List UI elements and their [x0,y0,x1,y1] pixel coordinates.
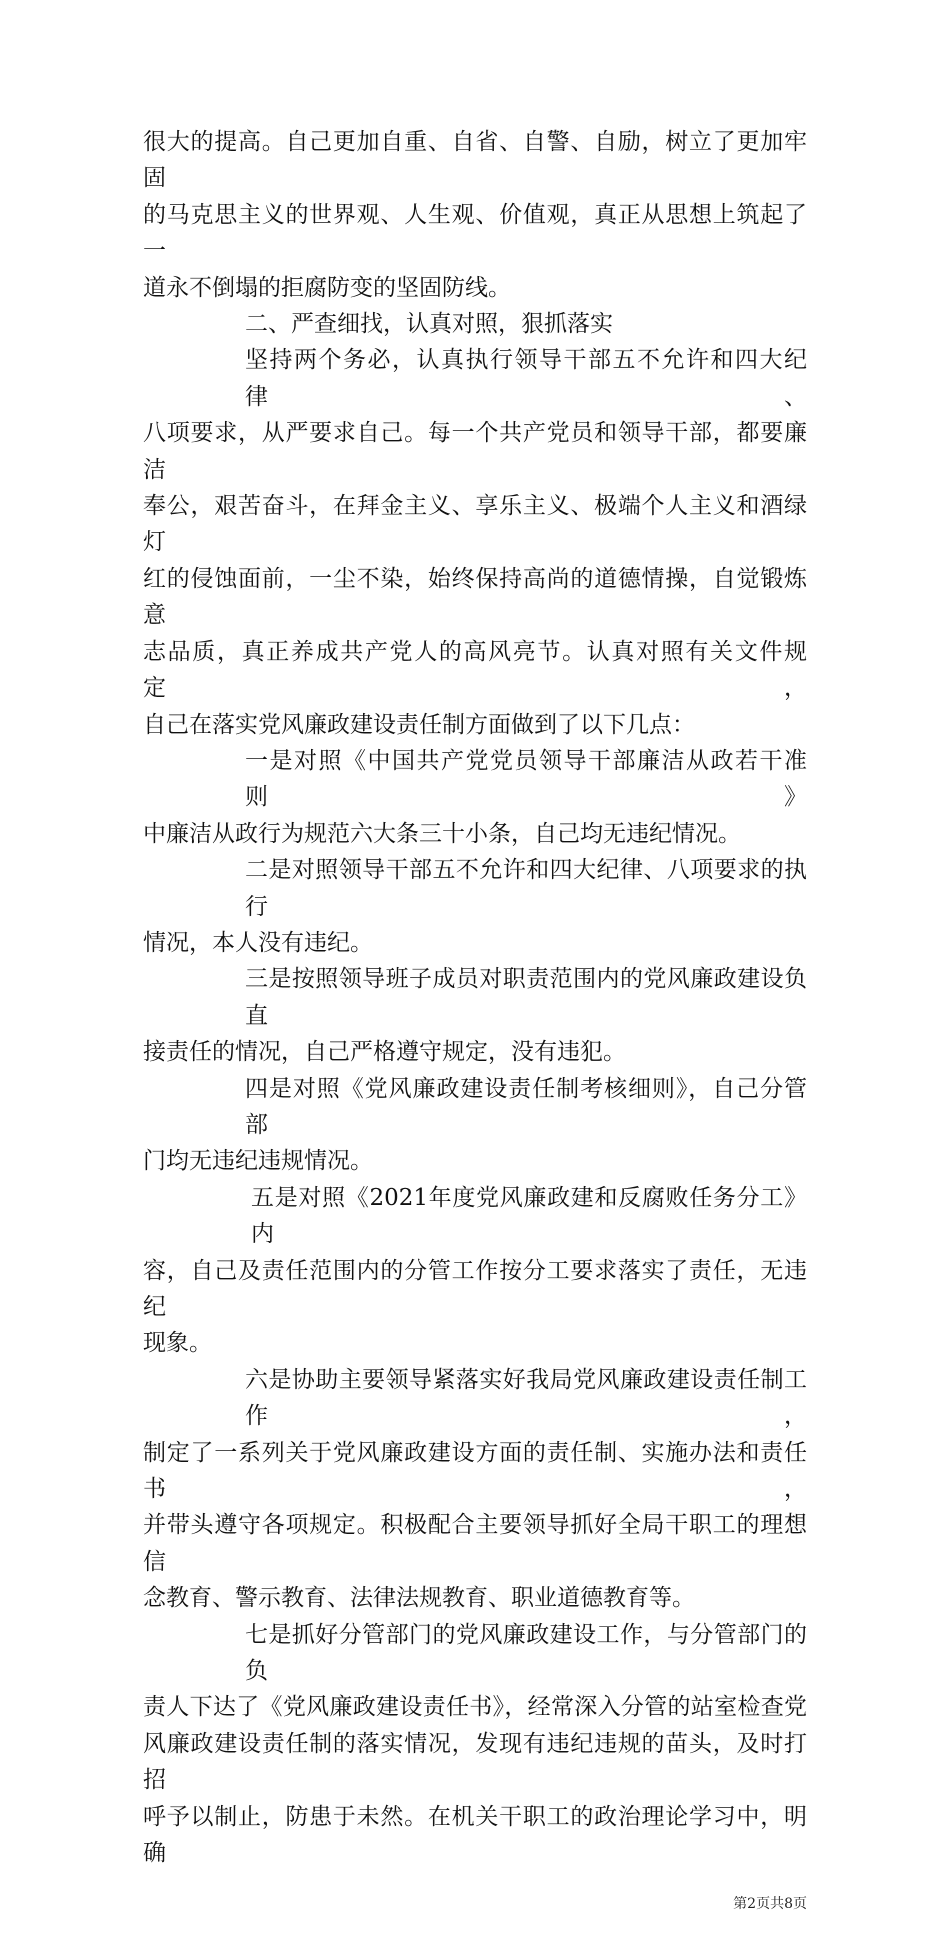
paragraph [143,852,807,961]
paragraph [143,1617,807,1872]
text-line: 门均无违纪违规情况。 [143,1148,373,1175]
text-line: 现象。 [143,1330,212,1357]
paragraph [143,1071,807,1180]
text-line: 的马克思主义的世界观、人生观、价值观，真正从思想上筑起了一 [143,201,807,265]
text-line: 道永不倒塌的拒腐防变的坚固防线。 [143,274,511,301]
text-line: 六是协助主要领导紧落实好我局党风廉政建设责任制工作， [245,1366,807,1430]
paragraph [143,1180,807,1362]
text-line: 五是对照《2021年度党风廉政建和反腐败任务分工》内 [251,1184,807,1248]
document-body [143,0,807,1872]
text-line: 二、严查细找，认真对照，狠抓落实 [245,311,613,338]
text-line: 很大的提高。自己更加自重、自省、自警、自励，树立了更加牢固 [143,129,807,192]
text-line: 情况，本人没有违纪。 [143,929,373,956]
text-line: 呼予以制止，防患于未然。在机关干职工的政治理论学习中，明确 [143,1803,807,1867]
text-line: 八项要求，从严要求自己。每一个共产党员和领导干部，都要廉洁 [143,420,807,483]
text-line: 容，自己及责任范围内的分管工作按分工要求落实了责任，无违纪 [143,1257,807,1320]
section-heading [143,306,807,342]
text-line: 中廉洁从政行为规范六大条三十小条，自己均无违纪情况。 [143,820,741,847]
text-line: 志品质，真正养成共产党人的高风亮节。认真对照有关文件规定， [143,638,807,702]
page-number: 第2页共8页 [733,1895,807,1912]
text-line: 念教育、警示教育、法律法规教育、职业道德教育等。 [143,1585,695,1612]
text-line: 自己在落实党风廉政建设责任制方面做到了以下几点： [143,711,695,738]
text-line: 二是对照领导干部五不允许和四大纪律、八项要求的执行 [245,857,807,920]
text-line: 并带头遵守各项规定。积极配合主要领导抓好全局干职工的理想信 [143,1512,807,1575]
text-line: 风廉政建设责任制的落实情况，发现有违纪违规的苗头，及时打招 [143,1730,807,1794]
text-line: 坚持两个务必，认真执行领导干部五不允许和四大纪律、 [245,347,807,410]
text-line: 一是对照《中国共产党党员领导干部廉洁从政若干准则》 [245,747,807,811]
text-line: 七是抓好分管部门的党风廉政建设工作，与分管部门的负 [245,1621,807,1685]
paragraph [143,342,807,742]
text-line: 四是对照《党风廉政建设责任制考核细则》，自己分管部 [245,1075,807,1138]
text-line: 制定了一系列关于党风廉政建设方面的责任制、实施办法和责任书， [143,1439,807,1503]
paragraph [143,1362,807,1617]
text-line: 奉公，艰苦奋斗，在拜金主义、享乐主义、极端个人主义和酒绿灯 [143,493,807,556]
paragraph [143,743,807,852]
text-line: 接责任的情况，自己严格遵守规定，没有违犯。 [143,1039,626,1066]
paragraph [143,124,807,306]
text-line: 三是按照领导班子成员对职责范围内的党风廉政建设负直 [245,966,807,1029]
paragraph [143,961,807,1070]
text-line: 红的侵蚀面前，一尘不染，始终保持高尚的道德情操，自觉锻炼意 [143,565,807,629]
text-line: 责人下达了《党风廉政建设责任书》，经常深入分管的站室检查党 [143,1694,807,1721]
